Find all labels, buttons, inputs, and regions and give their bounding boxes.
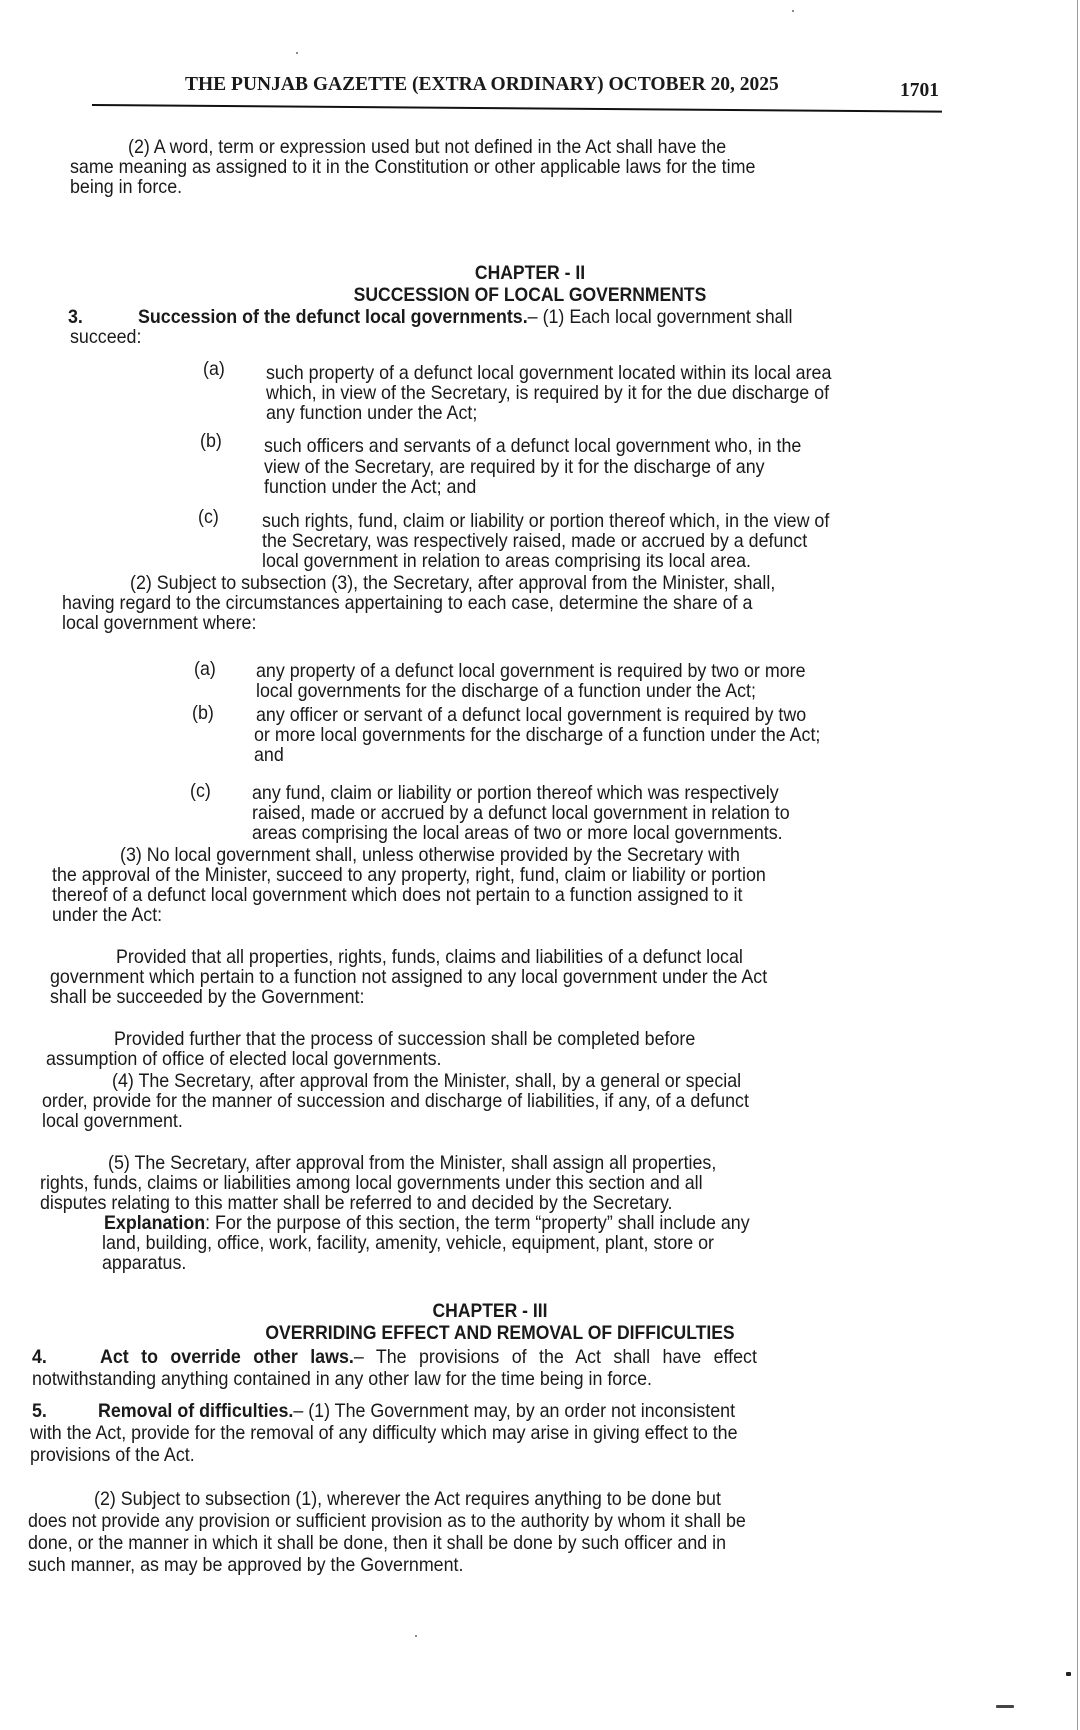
text-line: succeed: xyxy=(70,327,142,348)
section-number: 4. xyxy=(32,1347,47,1368)
section-heading-line xyxy=(98,1402,735,1422)
explanation-label: Explanation xyxy=(104,1213,206,1234)
text-line: same meaning as assigned to it in the Constitution or other applicable laws for the time xyxy=(70,157,756,178)
text-line: thereof of a defunct local government which does not pertain to a function assigned to it xyxy=(52,885,743,906)
text-line: any property of a defunct local government is required by two or more xyxy=(256,661,806,682)
text-line: raised, made or accrued by a defunct local government in relation to xyxy=(252,803,790,824)
section-heading: Act to override other laws. xyxy=(100,1347,354,1368)
page-number: 1701 xyxy=(900,80,939,101)
text-line: local government in relation to areas comprising its local area. xyxy=(262,551,751,572)
section-number: 3. xyxy=(68,307,83,328)
clause-label: (c) xyxy=(190,781,211,802)
text-line: and xyxy=(254,745,284,766)
text-line: any function under the Act; xyxy=(266,403,478,424)
chapter-subtitle: OVERRIDING EFFECT AND REMOVAL OF DIFFICULTIES xyxy=(265,1322,735,1344)
text-line: the Secretary, was respectively raised, made or accrued by a defunct xyxy=(262,531,808,552)
text-line: Provided that all properties, rights, funds, claims and liabilities of a defunct local xyxy=(116,947,743,968)
text-line: any officer or servant of a defunct local government is required by two xyxy=(256,705,807,726)
text-line: having regard to the circumstances appertaining to each case, determine the share of a xyxy=(62,593,753,614)
text-span: – (1) The Government may, by an order not inconsistent xyxy=(293,1401,736,1422)
text-line: does not provide any provision or sufficient provision as to the authority by whom it shall be xyxy=(28,1511,746,1532)
text-line: notwithstanding anything contained in any other law for the time being in force. xyxy=(32,1369,652,1390)
text-line: view of the Secretary, are required by it for the discharge of any xyxy=(264,457,765,478)
scan-speck xyxy=(415,1635,417,1637)
text-span: – The provisions of the Act shall have effect xyxy=(353,1347,757,1368)
text-span: : For the purpose of this section, the term “property” shall include any xyxy=(205,1213,750,1234)
text-line: rights, funds, claims or liabilities among local governments under this section and all xyxy=(40,1173,703,1194)
text-line: which, in view of the Secretary, is required by it for the due discharge of xyxy=(266,383,830,404)
section-heading-line xyxy=(138,308,793,328)
text-span: – (1) Each local government shall xyxy=(527,307,793,328)
text-line: (2) Subject to subsection (1), wherever the Act requires anything to be done but xyxy=(94,1489,721,1510)
text-line: (3) No local government shall, unless otherwise provided by the Secretary with xyxy=(120,845,740,866)
text-line: provisions of the Act. xyxy=(30,1445,195,1466)
clause-label: (a) xyxy=(203,359,225,380)
text-line: function under the Act; and xyxy=(264,477,477,498)
text-line: government which pertain to a function not assigned to any local government under the Act xyxy=(50,967,768,988)
chapter-title: CHAPTER - III xyxy=(432,1300,548,1322)
clause-label: (b) xyxy=(192,703,214,724)
text-line: such rights, fund, claim or liability or portion thereof which, in the view of xyxy=(262,511,830,532)
text-line: (5) The Secretary, after approval from the Minister, shall assign all properties, xyxy=(108,1153,717,1174)
clause-label: (a) xyxy=(194,659,216,680)
text-line: local governments for the discharge of a function under the Act; xyxy=(256,681,756,702)
text-line: or more local governments for the discharge of a function under the Act; xyxy=(254,725,821,746)
text-line: Provided further that the process of succession shall be completed before xyxy=(114,1029,696,1050)
text-line: disputes relating to this matter shall be referred to and decided by the Secretary. xyxy=(40,1193,673,1214)
section-number: 5. xyxy=(32,1401,47,1422)
scan-edge-line xyxy=(1077,0,1078,1730)
text-line: (2) A word, term or expression used but not defined in the Act shall have the xyxy=(128,137,727,158)
text-line: the approval of the Minister, succeed to any property, right, fund, claim or liability or portion xyxy=(52,865,766,886)
text-line: order, provide for the manner of succession and discharge of liabilities, if any, of a defunct xyxy=(42,1091,749,1112)
chapter-subtitle: SUCCESSION OF LOCAL GOVERNMENTS xyxy=(353,284,707,306)
section-heading: Removal of difficulties. xyxy=(98,1401,294,1422)
section-heading: Succession of the defunct local governments. xyxy=(138,307,528,328)
text-line: being in force. xyxy=(70,177,183,198)
text-line: local government. xyxy=(42,1111,183,1132)
text-line: apparatus. xyxy=(102,1253,187,1274)
gazette-header-title: THE PUNJAB GAZETTE (EXTRA ORDINARY) OCTOBER 20, 2025 xyxy=(185,74,779,95)
text-line: such property of a defunct local government located within its local area xyxy=(266,363,832,384)
text-line: shall be succeeded by the Government: xyxy=(50,987,365,1008)
explanation-line xyxy=(104,1214,750,1234)
section-heading-line xyxy=(100,1348,757,1368)
text-line: done, or the manner in which it shall be done, then it shall be done by such officer and in xyxy=(28,1533,727,1554)
header-rule xyxy=(92,104,942,113)
text-line: such officers and servants of a defunct local government who, in the xyxy=(264,436,802,457)
text-line: local government where: xyxy=(62,613,257,634)
text-line: any fund, claim or liability or portion thereof which was respectively xyxy=(252,783,779,804)
text-line: under the Act: xyxy=(52,905,163,926)
text-line: (2) Subject to subsection (3), the Secretary, after approval from the Minister, shall, xyxy=(130,573,776,594)
text-line: assumption of office of elected local governments. xyxy=(46,1049,442,1070)
text-line: with the Act, provide for the removal of any difficulty which may arise in giving effect to the xyxy=(30,1423,738,1444)
clause-label: (c) xyxy=(198,507,219,528)
scan-speck xyxy=(996,1705,1014,1708)
clause-label: (b) xyxy=(200,431,222,452)
scan-speck xyxy=(792,10,794,12)
text-line: such manner, as may be approved by the Government. xyxy=(28,1555,464,1576)
chapter-title: CHAPTER - II xyxy=(474,262,586,284)
text-line: land, building, office, work, facility, amenity, vehicle, equipment, plant, store or xyxy=(102,1233,714,1254)
text-line: areas comprising the local areas of two or more local governments. xyxy=(252,823,783,844)
scan-speck xyxy=(1066,1672,1071,1676)
scan-speck xyxy=(296,52,298,54)
text-line: (4) The Secretary, after approval from the Minister, shall, by a general or special xyxy=(112,1071,742,1092)
